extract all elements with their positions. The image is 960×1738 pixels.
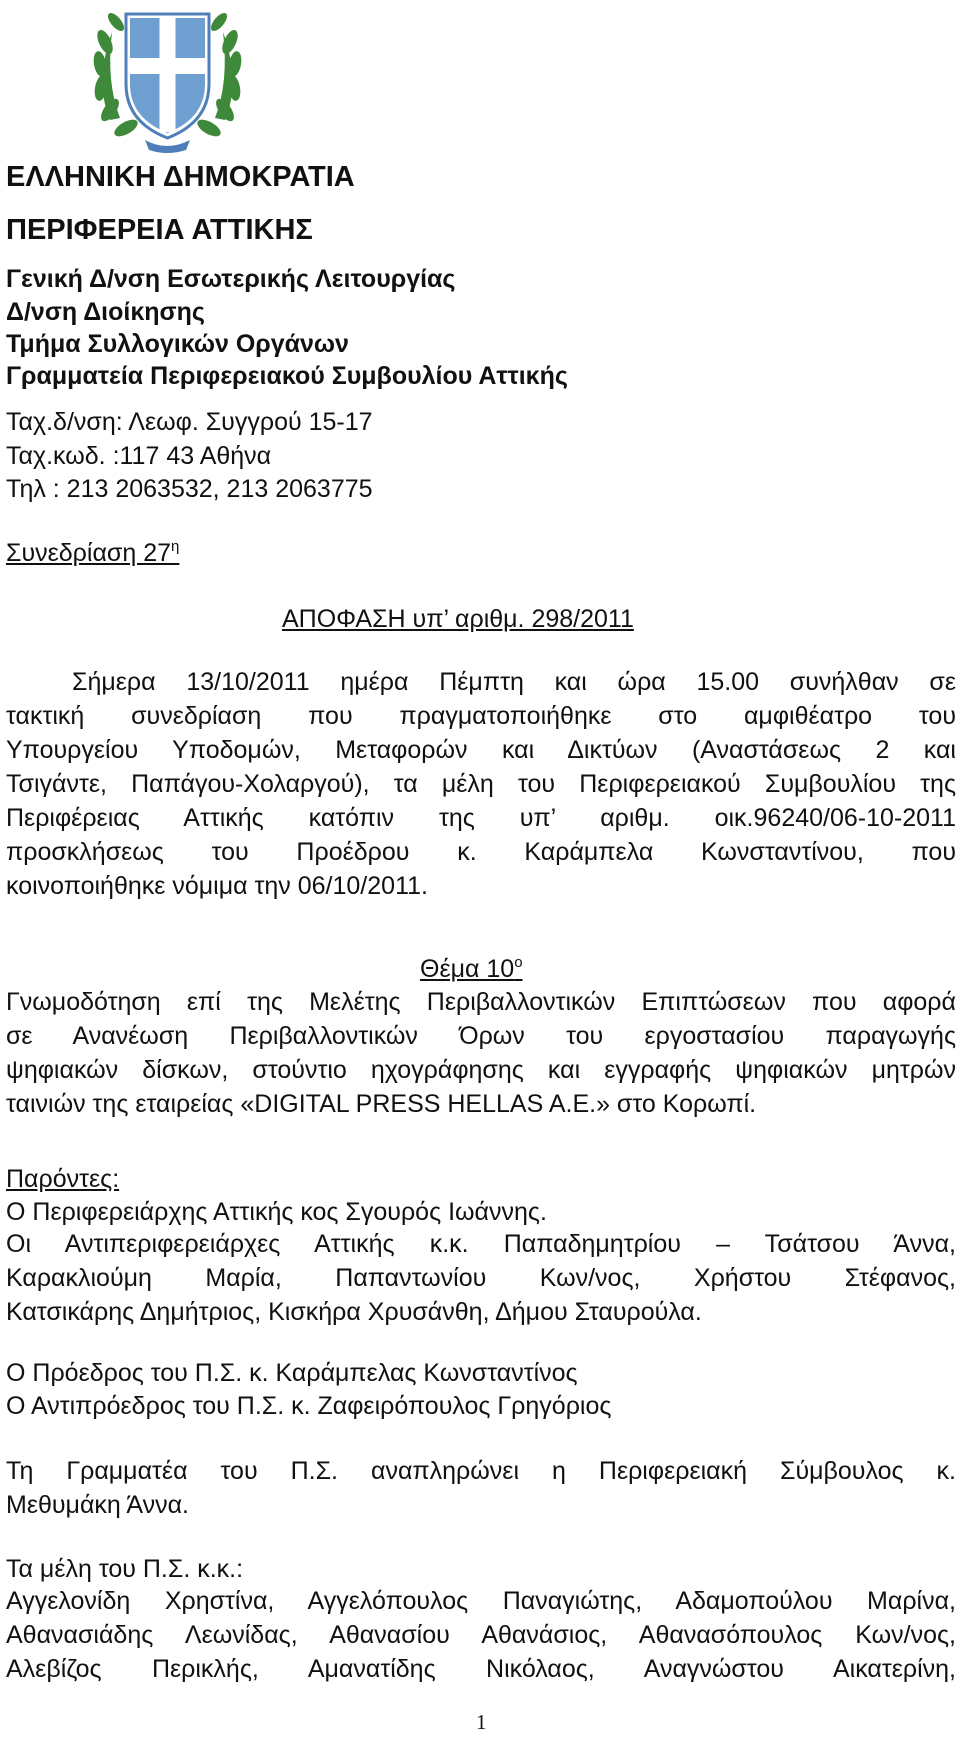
- paragraph-line: τακτική συνεδρίαση που πραγματοποιήθηκε στο αμφιθέατρο του: [6, 702, 956, 730]
- postcode-line: Ταχ.κωδ. :117 43 Αθήνα: [6, 442, 272, 470]
- paragraph-line: ψηφιακών δίσκων, στούντιο ηχογράφησης και εγγραφής ψηφιακών μητρών: [6, 1056, 956, 1084]
- members-heading: Τα μέλη του Π.Σ. κ.κ.:: [6, 1555, 244, 1583]
- page-number: 1: [476, 1710, 487, 1734]
- paragraph-line: προσκλήσεως του Προέδρου κ. Καράμπελα Κωνσταντίνου, που: [6, 838, 956, 866]
- country-title: ΕΛΛΗΝΙΚΗ ΔΗΜΟΚΡΑΤΙΑ: [6, 161, 355, 193]
- department-line: Δ/νση Διοίκησης: [6, 298, 205, 326]
- paragraph-line: σε Ανανέωση Περιβαλλοντικών Όρων του εργοστασίου παραγωγής: [6, 1022, 956, 1050]
- president-line: Ο Πρόεδρος του Π.Σ. κ. Καράμπελας Κωνσταντίνος: [6, 1359, 578, 1387]
- vice-president-line: Ο Αντιπρόεδρος του Π.Σ. κ. Ζαφειρόπουλος Γρηγόριος: [6, 1392, 612, 1420]
- intro-paragraph: [6, 665, 956, 903]
- subject-paragraph: [6, 985, 956, 1121]
- paragraph-line: Αθανασιάδης Λεωνίδας, Αθανασίου Αθανάσιος, Αθανασόπουλος Κων/νος,: [6, 1621, 956, 1649]
- secretary-paragraph: [6, 1454, 956, 1522]
- decision-number: ΑΠΟΦΑΣΗ υπ’ αριθμ. 298/2011: [282, 605, 634, 633]
- subject-heading: Θέμα $10^o$: [420, 954, 523, 983]
- department-line: Γραμματεία Περιφερειακού Συμβουλίου Αττικής: [6, 362, 568, 390]
- paragraph-line: Κατσικάρης Δημήτριος, Κισκήρα Χρυσάνθη, Δήμου Σταυρούλα.: [6, 1298, 702, 1326]
- paragraph-line: Αλεβίζος Περικλής, Αμανατίδης Νικόλαος, Αναγνώστου Αικατερίνη,: [6, 1655, 956, 1683]
- paragraph-line: Τη Γραμματέα του Π.Σ. αναπληρώνει η Περιφερειακή Σύμβουλος κ.: [6, 1457, 956, 1485]
- address-line: Ταχ.δ/νση: Λεωφ. Συγγρού 15-17: [6, 408, 373, 436]
- paragraph-line: Μεθυμάκη Άννα.: [6, 1491, 190, 1519]
- department-line: Γενική Δ/νση Εσωτερικής Λειτουργίας: [6, 265, 456, 293]
- paragraph-line: ταινιών της εταιρείας «DIGITAL PRESS HELLAS A.E.» στο Κορωπί.: [6, 1090, 757, 1118]
- paragraph-line: Οι Αντιπεριφερειάρχες Αττικής κ.κ. Παπαδημητρίου – Τσάτσου Άννα,: [6, 1230, 956, 1258]
- paragraph-line: Τσιγάντε, Παπάγου-Χολαργού), τα μέλη του Περιφερειακού Συμβουλίου της: [6, 770, 956, 798]
- paragraph-line: Σήμερα 13/10/2011 ημέρα Πέμπτη και ώρα 15.00 συνήλθαν σε: [72, 668, 956, 696]
- coat-of-arms-icon: [90, 2, 245, 155]
- department-line: Τμήμα Συλλογικών Οργάνων: [6, 330, 349, 358]
- members-paragraph: [6, 1584, 956, 1686]
- deputies-paragraph: [6, 1227, 956, 1329]
- phone-line: Τηλ : 213 2063532, 213 2063775: [6, 475, 373, 503]
- paragraph-line: Καρακλιούμη Μαρία, Παπαντωνίου Κων/νος, Χρήστου Στέφανος,: [6, 1264, 956, 1292]
- paragraph-line: Γνωμοδότηση επί της Μελέτης Περιβαλλοντικών Επιπτώσεων που αφορά: [6, 988, 956, 1016]
- governor-line: Ο Περιφερειάρχης Αττικής κος Σγουρός Ιωάννης.: [6, 1198, 547, 1226]
- paragraph-line: Υπουργείου Υποδομών, Μεταφορών και Δικτύων (Αναστάσεως 2 και: [6, 736, 956, 764]
- session-label: Συνεδρίαση $27^\eta$: [6, 538, 180, 567]
- paragraph-line: Αγγελονίδη Χρηστίνα, Αγγελόπουλος Παναγιώτης, Αδαμοπούλου Μαρίνα,: [6, 1587, 956, 1615]
- paragraph-line: Περιφέρειας Αττικής κατόπιν της υπ’ αριθμ. οικ.96240/06-10-2011: [6, 804, 956, 832]
- paragraph-line: κοινοποιήθηκε νόμιμα την 06/10/2011.: [6, 872, 428, 900]
- present-heading: Παρόντες:: [6, 1165, 120, 1193]
- region-title: ΠΕΡΙΦΕΡΕΙΑ ΑΤΤΙΚΗΣ: [6, 214, 313, 246]
